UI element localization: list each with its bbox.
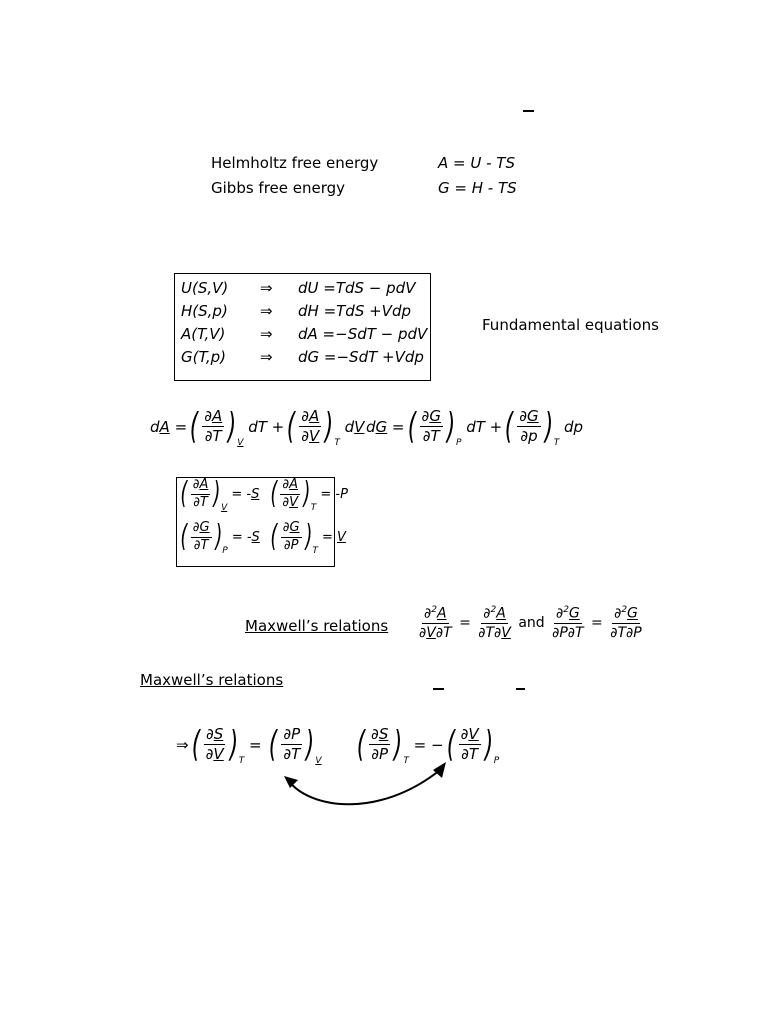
fundamental-equations-label: Fundamental equations [482,316,659,334]
maxwell-relations-label-2: Maxwell’s relations [140,671,284,689]
maxwell-second-derivatives: $\frac{\partial^2A}{\partial V\partial T}$ = $\frac{\partial^2A}{\partial T\partial V}$ and $\frac{\partial^2G}{\partial P\partial T}$ = $\frac{\partial^2G}{\partial T\partial P}$ [419,605,642,641]
fundamental-row-2-arrow: ⇒ [260,302,273,320]
maxwell-relations-label-1: Maxwell’s relations [245,617,389,635]
fundamental-row-3-rhs: dA =−SdT − pdV [298,325,428,343]
maxwell-relation-dS-dV: ⇒ ( $\frac{\partial S}{\partial V}$ ) T = ( $\frac{\partial P}{\partial T}$ ) V [176,723,322,766]
fundamental-row-4-lhs: G(T,p) [181,348,226,366]
fundamental-row-2-lhs: H(S,p) [181,302,228,320]
helmholtz-equation: A = U - TS [438,154,515,172]
underline-mark-2 [516,688,525,690]
gibbs-equation: G = H - TS [438,179,517,197]
dA-dT-relation: ( $\frac{\partial A}{\partial T}$ ) V = -S ( $\frac{\partial A}{\partial V}$ ) T = -P [180,476,348,513]
fundamental-row-1-lhs: U(S,V) [181,279,229,297]
fundamental-row-2-rhs: dH =TdS +Vdp [298,302,411,320]
underline-mark-1 [433,688,444,690]
maxwell-relation-dS-dP: ( $\frac{\partial S}{\partial P}$ ) T = − ( $\frac{\partial V}{\partial T}$ ) P [356,723,500,766]
double-arrow-icon [270,760,470,820]
fundamental-row-3-lhs: A(T,V) [181,325,226,343]
fundamental-row-3-arrow: ⇒ [260,325,273,343]
fundamental-row-4-rhs: dG =−SdT +Vdp [298,348,424,366]
gibbs-label: Gibbs free energy [211,179,346,197]
dA-total-differential: dA = ( $\frac{\partial A}{\partial T}$ ) V dT + ( $\frac{\partial A}{\partial V}$ ) T dV [150,405,365,448]
helmholtz-label: Helmholtz free energy [211,154,379,172]
dG-dT-relation: ( $\frac{\partial G}{\partial T}$ ) P = -S ( $\frac{\partial G}{\partial P}$ ) T = V [180,519,346,556]
dG-total-differential: dG = ( $\frac{\partial G}{\partial T}$ ) P dT + ( $\frac{\partial G}{\partial p}$ ) T dp [366,405,584,448]
fundamental-row-1-rhs: dU =TdS − pdV [298,279,416,297]
top-mark [523,110,534,112]
fundamental-row-4-arrow: ⇒ [260,348,273,366]
and-text: and [518,614,545,631]
fundamental-row-1-arrow: ⇒ [260,279,273,297]
